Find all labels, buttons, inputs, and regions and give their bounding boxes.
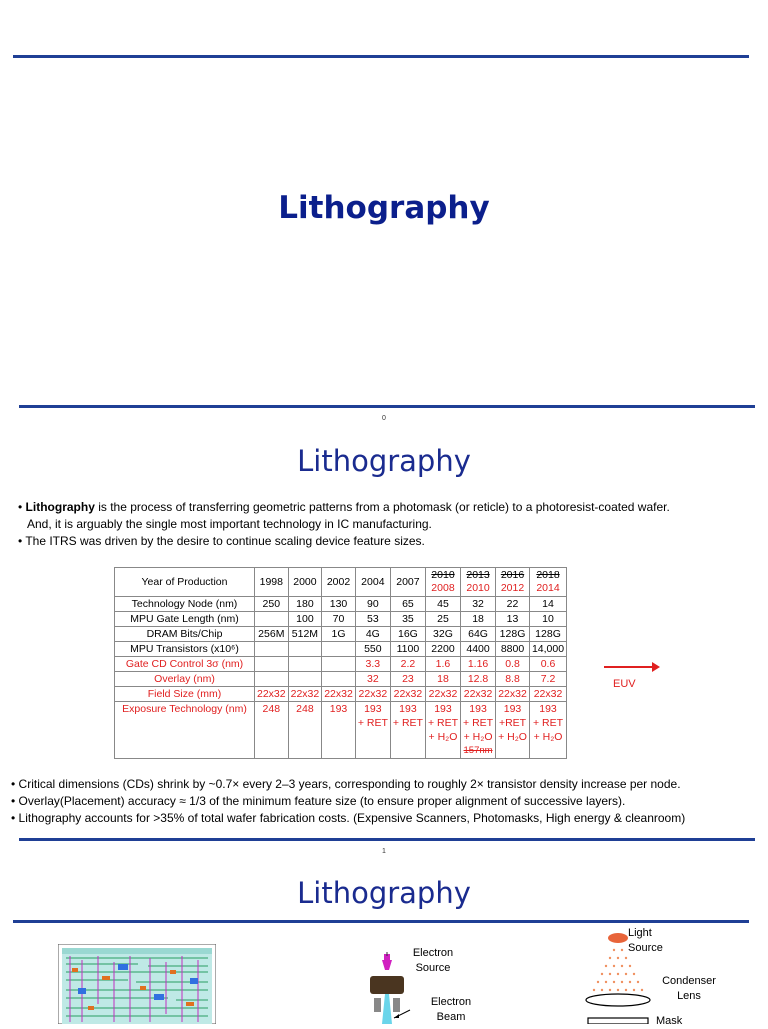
table-cell (255, 642, 289, 657)
table-cell: 14 (529, 597, 566, 612)
table-cell: 1100 (390, 642, 425, 657)
slide1-bottom-bullets (11, 776, 763, 827)
table-cell: 4400 (461, 642, 496, 657)
label-line: Condenser (662, 975, 716, 987)
table-cell (255, 672, 289, 687)
exposure-line: 193 (364, 703, 382, 715)
row-label-cell: DRAM Bits/Chip (115, 627, 255, 642)
slide0-title: Lithography (278, 190, 490, 226)
exposure-line (324, 730, 353, 744)
electron-beam-label (422, 995, 480, 1025)
exposure-line (257, 730, 286, 744)
year-cell: 2000 (288, 568, 322, 597)
table-cell: 12.8 (461, 672, 496, 687)
table-cell: 53 (355, 612, 390, 627)
euv-arrow-icon (604, 666, 658, 668)
euv-label: EUV (613, 678, 636, 690)
revised-year-cell (461, 568, 496, 597)
exposure-line: + RET (427, 717, 459, 729)
revised-year-cell (496, 568, 530, 597)
revised-year-cell (425, 568, 460, 597)
table-cell: 8800 (496, 642, 530, 657)
year-cell: 2004 (355, 568, 390, 597)
table-cell: 2.2 (390, 657, 425, 672)
light-source-label (628, 926, 678, 956)
exposure-line (358, 730, 388, 744)
bullet-overlay: • Overlay(Placement) accuracy ≈ 1/3 of the minimum feature size (to ensure proper alignment of successive layers). (11, 794, 626, 808)
row-label-cell: MPU Transistors (x10⁶) (115, 642, 255, 657)
table-cell (255, 657, 289, 672)
bullet-text: Critical dimensions (CDs) shrink by ~0.7× every 2–3 years, corresponding to roughly 2× transistor density increase per node. (18, 777, 681, 791)
table-cell (288, 642, 322, 657)
table-cell (288, 657, 322, 672)
table-cell: 256M (255, 627, 289, 642)
exposure-line: + H₂O (428, 731, 458, 743)
exposure-line: + H₂O (463, 731, 493, 743)
table-cell: 7.2 (529, 672, 566, 687)
revised-year: 2014 (536, 582, 560, 594)
exposure-line-struck (428, 744, 458, 756)
exposure-line-struck (358, 744, 388, 756)
label-line: Beam (436, 1011, 466, 1023)
table-row (115, 612, 567, 627)
table-cell (288, 672, 322, 687)
row-label-cell: MPU Gate Length (nm) (115, 612, 255, 627)
exposure-cell (288, 702, 322, 759)
table-cell (322, 642, 356, 657)
exposure-cell (461, 702, 496, 759)
table-row (115, 597, 567, 612)
table-row (115, 627, 567, 642)
table-cell: 250 (255, 597, 289, 612)
bottom-rule-slide0 (19, 405, 755, 408)
itrs-roadmap-table (114, 567, 567, 759)
table-cell: 130 (322, 597, 356, 612)
revised-year: 2012 (500, 582, 525, 594)
revised-year: 2010 (466, 582, 490, 594)
table-cell: 0.8 (496, 657, 530, 672)
mask-label: Mask (656, 1015, 683, 1027)
table-cell: 90 (355, 597, 390, 612)
exposure-line: 193 (469, 703, 487, 715)
exposure-cell (322, 702, 356, 759)
exposure-line: + RET (392, 717, 423, 729)
bullet-text: Lithography accounts for >35% of total wafer fabrication costs. (Expensive Scanners, Photomasks, High energy & cleanroom) (18, 811, 686, 825)
slide1-intro-bullets (18, 499, 758, 550)
bullet-cd-shrink: • Critical dimensions (CDs) shrink by ~0.7× every 2–3 years, corresponding to roughly 2× transistor density increase per node. (11, 777, 681, 791)
table-cell: 16G (390, 627, 425, 642)
table-cell: 32 (355, 672, 390, 687)
table-row-exposure (115, 702, 567, 759)
exposure-line-struck (291, 744, 320, 756)
condenser-lens-label (654, 974, 724, 1004)
bold-term: Lithography (25, 500, 95, 514)
slide2-title: Lithography (297, 876, 471, 910)
table-row (115, 672, 567, 687)
table-cell (255, 612, 289, 627)
table-row (115, 657, 567, 672)
exposure-line-struck (532, 744, 564, 756)
table-cell: 8.8 (496, 672, 530, 687)
exposure-line (393, 730, 423, 744)
exposure-cell (529, 702, 566, 759)
table-cell: 22x32 (425, 687, 460, 702)
struck-year: 2018 (536, 569, 560, 581)
label-line: Electron (412, 947, 454, 959)
bullet-text: Overlay(Placement) accuracy ≈ 1/3 of the minimum feature size (to ensure proper alignment of successive layers). (18, 794, 626, 808)
table-cell: 10 (529, 612, 566, 627)
table-cell (322, 657, 356, 672)
table-cell: 32 (461, 597, 496, 612)
label-line: Source (628, 942, 663, 954)
table-cell: 25 (425, 612, 460, 627)
year-cell: 1998 (255, 568, 289, 597)
label-line: Light (628, 927, 652, 939)
table-cell: 70 (322, 612, 356, 627)
table-cell: 1.16 (461, 657, 496, 672)
table-cell: 14,000 (529, 642, 566, 657)
table-cell: 22x32 (496, 687, 530, 702)
exposure-cell (255, 702, 289, 759)
exposure-line (291, 730, 320, 744)
row-label-cell: Gate CD Control 3σ (nm) (115, 657, 255, 672)
exposure-line (324, 716, 353, 730)
table-cell: 45 (425, 597, 460, 612)
exposure-line-struck: 157nm (463, 745, 493, 756)
exposure-line: + H₂O (533, 731, 563, 743)
exposure-line: 248 (296, 703, 314, 715)
year-cell: 2002 (322, 568, 356, 597)
table-cell: 128G (496, 627, 530, 642)
table-cell (322, 672, 356, 687)
table-cell: 100 (288, 612, 322, 627)
label-line: Lens (677, 990, 701, 1002)
table-cell: 128G (529, 627, 566, 642)
exposure-line: 193 (539, 703, 557, 715)
exposure-cell (496, 702, 530, 759)
table-cell: 2200 (425, 642, 460, 657)
table-cell: 22x32 (255, 687, 289, 702)
exposure-cell (390, 702, 425, 759)
exposure-line: 193 (399, 703, 417, 715)
electron-source-label (404, 946, 462, 976)
table-cell: 22x32 (390, 687, 425, 702)
exposure-line: +RET (498, 717, 527, 729)
table-cell: 1G (322, 627, 356, 642)
row-label-cell: Technology Node (nm) (115, 597, 255, 612)
struck-year: 2010 (431, 569, 455, 581)
exposure-line: 248 (262, 703, 281, 715)
table-cell: 22x32 (529, 687, 566, 702)
bullet-text: is the process of transferring geometric patterns from a photomask (or reticle) to a photoresist-coated wafer. (94, 500, 670, 514)
table-cell: 3.3 (355, 657, 390, 672)
exposure-line: + RET (532, 717, 564, 729)
exposure-line (291, 716, 320, 730)
exposure-line: 193 (329, 703, 348, 715)
table-cell: 13 (496, 612, 530, 627)
table-cell: 550 (355, 642, 390, 657)
exposure-line: + RET (463, 717, 494, 729)
table-cell: 22 (496, 597, 530, 612)
bullet-cost: • Lithography accounts for >35% of total wafer fabrication costs. (Expensive Scanners, Photomasks, High energy & cleanroom) (11, 811, 686, 825)
header-label-cell: Year of Production (115, 568, 255, 597)
struck-year: 2013 (466, 569, 490, 581)
table-cell: 23 (390, 672, 425, 687)
table-row (115, 642, 567, 657)
exposure-line: + H₂O (498, 731, 527, 743)
year-cell: 2007 (390, 568, 425, 597)
exposure-line-struck (498, 744, 527, 756)
revised-year-cell (529, 568, 566, 597)
table-cell: 4G (355, 627, 390, 642)
table-cell: 22x32 (288, 687, 322, 702)
table-cell: 18 (425, 672, 460, 687)
table-header-row (115, 568, 567, 597)
row-label-cell: Exposure Technology (nm) (115, 702, 255, 759)
exposure-line (257, 716, 286, 730)
table-cell: 18 (461, 612, 496, 627)
exposure-line-struck (393, 744, 423, 756)
table-cell: 35 (390, 612, 425, 627)
table-cell: 22x32 (461, 687, 496, 702)
table-cell: 22x32 (355, 687, 390, 702)
top-rule-slide0 (13, 55, 749, 58)
table-row (115, 687, 567, 702)
bottom-rule-slide1 (19, 838, 755, 841)
top-rule-slide2 (13, 920, 749, 923)
table-cell: 0.6 (529, 657, 566, 672)
table-cell: 512M (288, 627, 322, 642)
table-cell: 22x32 (322, 687, 356, 702)
table-cell: 1.6 (425, 657, 460, 672)
exposure-line-struck (257, 744, 286, 756)
label-line: Source (415, 962, 451, 974)
bullet-itrs: • The ITRS was driven by the desire to continue scaling device feature sizes. (18, 534, 425, 548)
bullet-continuation: And, it is arguably the single most important technology in IC manufacturing. (27, 517, 432, 531)
revised-year: 2008 (431, 582, 455, 594)
table-cell: 32G (425, 627, 460, 642)
exposure-cell (355, 702, 390, 759)
exposure-line-struck (324, 744, 353, 756)
table-cell: 65 (390, 597, 425, 612)
row-label-cell: Overlay (nm) (115, 672, 255, 687)
row-label-cell: Field Size (mm) (115, 687, 255, 702)
slide0-page-number: 0 (382, 415, 386, 422)
bullet-lithography-definition: • Lithography is the process of transferring geometric patterns from a photomask (or reticle) to a photoresist-coated wafer. (18, 500, 670, 514)
slide1-title: Lithography (297, 444, 471, 478)
exposure-line: + RET (357, 717, 388, 729)
bullet-text: The ITRS was driven by the desire to continue scaling device feature sizes. (25, 534, 425, 548)
slide1-page-number: 1 (382, 848, 386, 855)
exposure-line: 193 (434, 703, 452, 715)
table-cell: 180 (288, 597, 322, 612)
exposure-cell (425, 702, 460, 759)
exposure-line: 193 (503, 703, 522, 715)
label-line: Electron (430, 996, 472, 1008)
chip-layout-image (58, 944, 216, 1024)
table-cell: 64G (461, 627, 496, 642)
struck-year: 2016 (500, 569, 525, 581)
